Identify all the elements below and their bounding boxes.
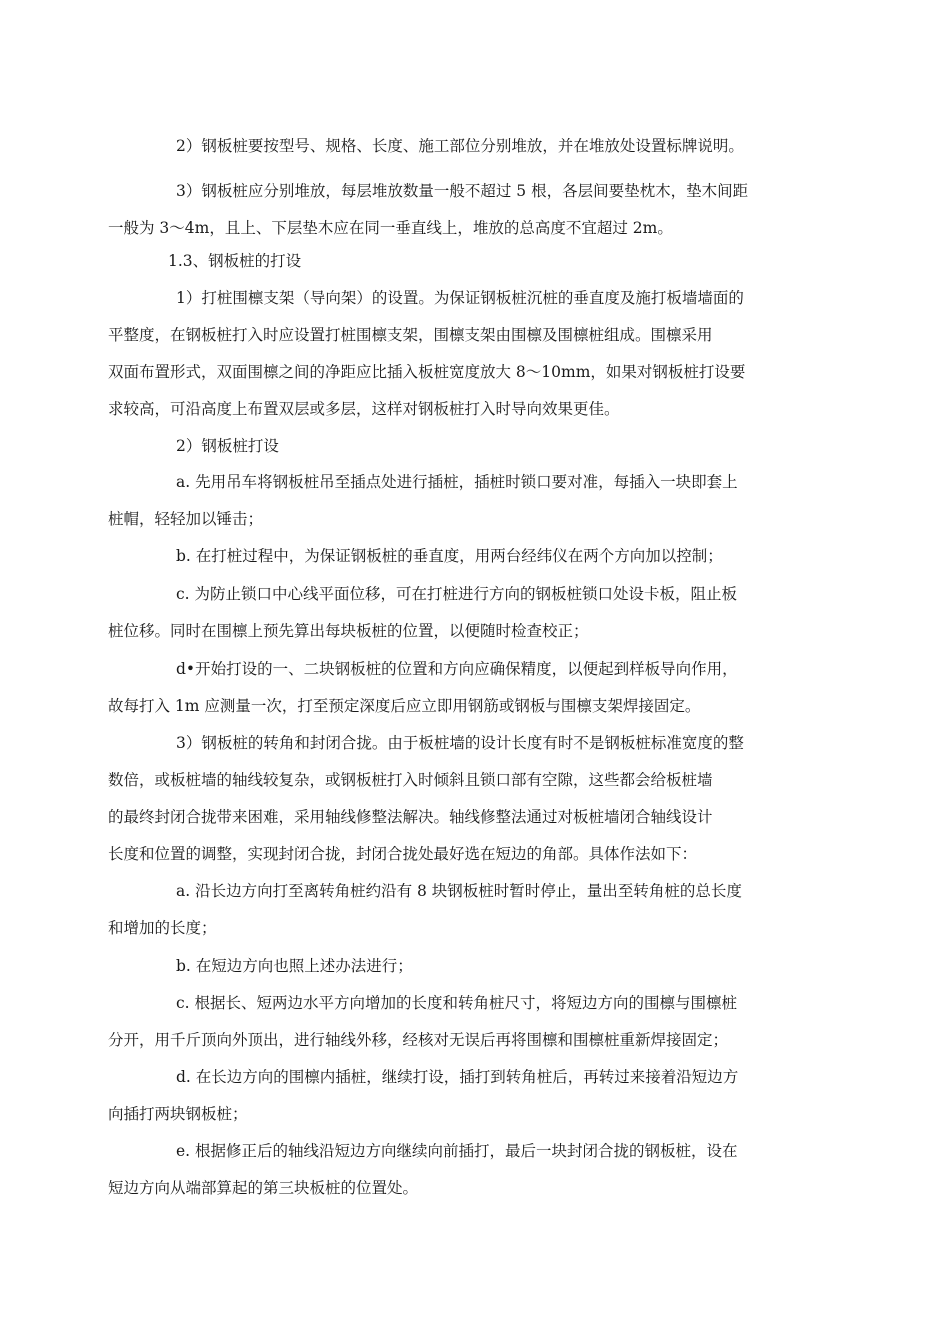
para-driving-2b [142, 538, 814, 575]
para-driving-1 [108, 280, 814, 428]
text-line: 双面布置形式，双面围檩之间的净距应比插入板桩宽度放大 8～10mm，如果对钢板桩打设要 [108, 363, 746, 381]
text-line: 一般为 3～4m，且上、下层垫木应在同一垂直线上，堆放的总高度不宜超过 2m。 [108, 219, 673, 237]
para-corner-3a [108, 873, 814, 947]
text-line: 短边方向从端部算起的第三块板桩的位置处。 [108, 1179, 419, 1197]
text-line: 平整度，在钢板桩打入时应设置打桩围檩支架，围檩支架由围檩及围檩桩组成。围檩采用 [108, 326, 713, 344]
text-line: 数倍，或板桩墙的轴线较复杂，或钢板桩打入时倾斜且锁口部有空隙，这些都会给板桩墙 [108, 771, 713, 789]
text-line: 和增加的长度； [108, 919, 217, 937]
text-line: 桩帽，轻轻加以锤击； [108, 510, 264, 528]
text-line: b. 在短边方向也照上述办法进行； [176, 957, 413, 975]
text-line: 3）钢板桩的转角和封闭合拢。由于板桩墙的设计长度有时不是钢板桩标准宽度的整 [176, 734, 744, 752]
para-corner-3b [142, 948, 814, 985]
para-driving-2c [108, 576, 814, 650]
para-corner-3c [108, 985, 814, 1059]
para-driving-2a [108, 464, 814, 538]
text-line: 的最终封闭合拢带来困难，采用轴线修整法解决。轴线修整法通过对板桩墙闭合轴线设计 [108, 808, 713, 826]
text-line: 长度和位置的调整，实现封闭合拢，封闭合拢处最好选在短边的角部。具体作法如下： [108, 845, 698, 863]
text-line: c. 根据长、短两边水平方向增加的长度和转角桩尺寸，将短边方向的围檩与围檩桩 [176, 994, 738, 1012]
text-line: a. 先用吊车将钢板桩吊至插点处进行插桩，插桩时锁口要对准，每插入一块即套上 [176, 473, 738, 491]
para-driving-2 [142, 428, 814, 465]
text-line: 1）打桩围檩支架（导向架）的设置。为保证钢板桩沉桩的垂直度及施打板墙墙面的 [176, 289, 744, 307]
text-line: 向插打两块钢板桩； [108, 1105, 248, 1123]
para-storage-3 [108, 173, 814, 247]
text-line: e. 根据修正后的轴线沿短边方向继续向前插打，最后一块封闭合拢的钢板桩，设在 [176, 1142, 738, 1160]
para-corner-3d [108, 1059, 814, 1133]
text-line: 求较高，可沿高度上布置双层或多层，这样对钢板桩打入时导向效果更佳。 [108, 400, 620, 418]
text-line: 3）钢板桩应分别堆放，每层堆放数量一般不超过 5 根，各层间要垫枕木，垫木间距 [176, 182, 749, 200]
section-heading-1-3 [142, 243, 814, 280]
text-line: 故每打入 1m 应测量一次，打至预定深度后应立即用钢筋或钢板与围檩支架焊接固定。 [108, 697, 701, 715]
text-line: 分开，用千斤顶向外顶出，进行轴线外移，经核对无误后再将围檩和围檩桩重新焊接固定； [108, 1031, 729, 1049]
para-storage-2 [142, 128, 814, 165]
para-corner-3 [108, 725, 814, 873]
para-corner-3e [108, 1133, 814, 1207]
text-line: a. 沿长边方向打至离转角桩约沿有 8 块钢板桩时暂时停止，量出至转角桩的总长度 [176, 882, 742, 900]
text-line: d•开始打设的一、二块钢板桩的位置和方向应确保精度，以便起到样板导向作用， [176, 660, 738, 678]
text-line: b. 在打桩过程中，为保证钢板桩的垂直度，用两台经纬仪在两个方向加以控制； [176, 547, 723, 565]
text-line: d. 在长边方向的围檩内插桩，继续打设，插打到转角桩后，再转过来接着沿短边方 [176, 1068, 739, 1086]
section-title: 1.3、钢板桩的打设 [168, 252, 302, 270]
text-line: 2）钢板桩打设 [176, 437, 279, 455]
text-line: 2）钢板桩要按型号、规格、长度、施工部位分别堆放，并在堆放处设置标牌说明。 [176, 137, 744, 155]
text-line: 桩位移。同时在围檩上预先算出每块板桩的位置，以便随时检查校正； [108, 622, 589, 640]
text-line: c. 为防止锁口中心线平面位移，可在打桩进行方向的钢板桩锁口处设卡板，阻止板 [176, 585, 738, 603]
para-driving-2d [108, 651, 814, 725]
